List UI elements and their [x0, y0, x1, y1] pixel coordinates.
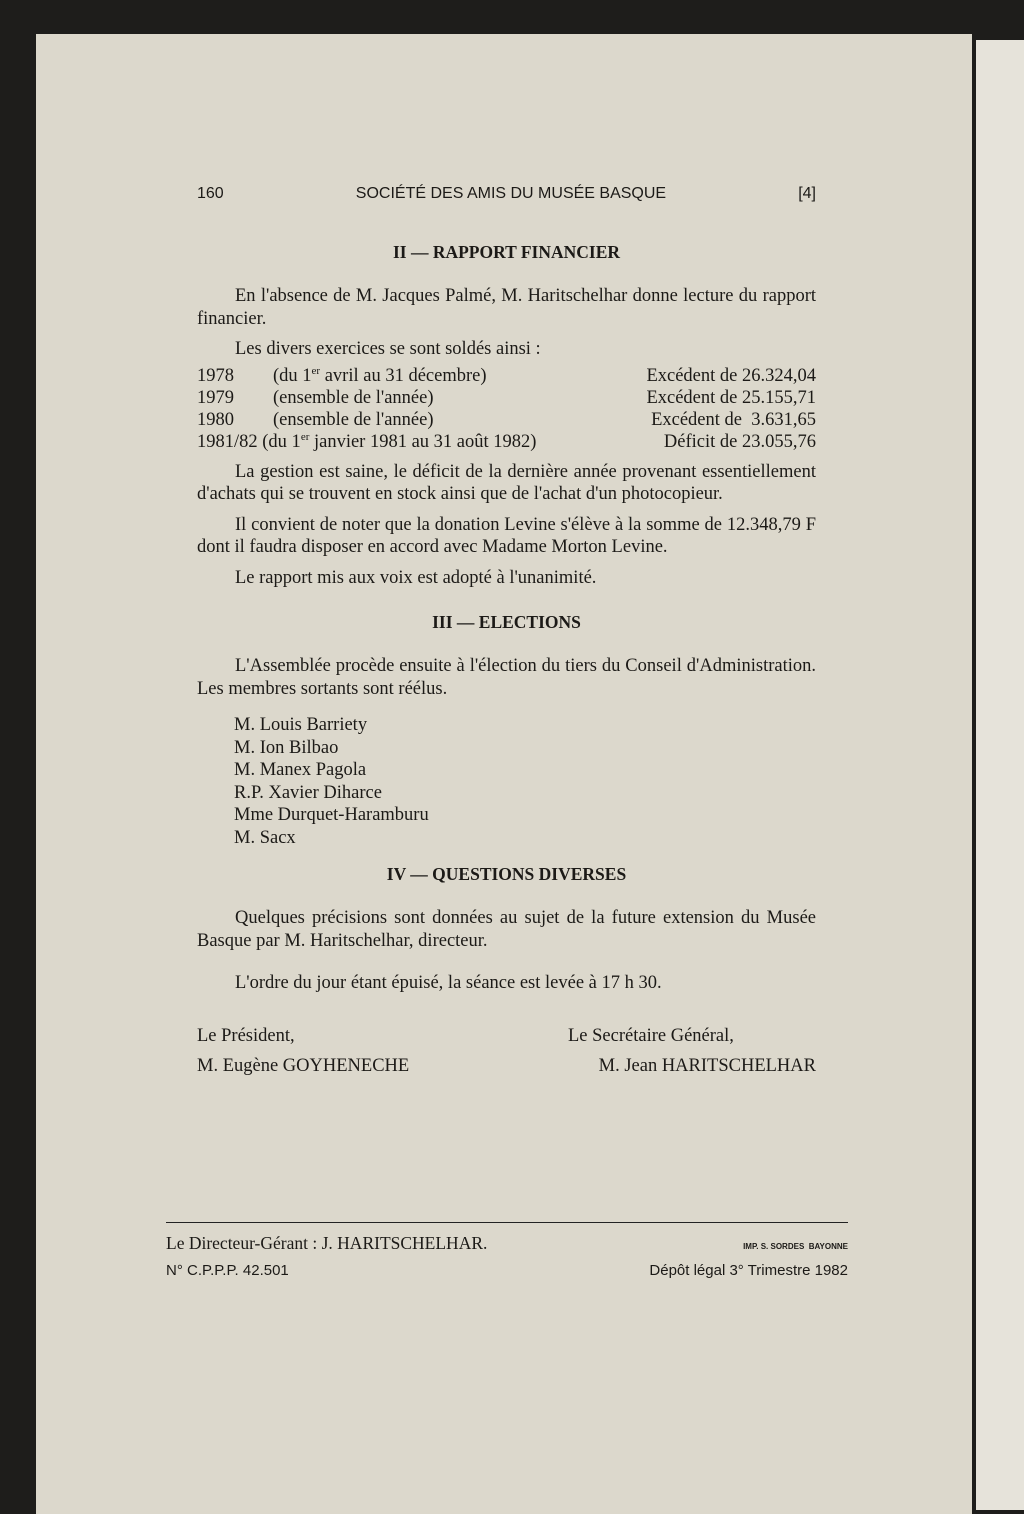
- footer: [166, 1222, 848, 1279]
- table-row: [197, 431, 816, 453]
- list-item: M. Ion Bilbao: [234, 737, 339, 758]
- period: (du 1er avril au 31 décembre): [273, 364, 487, 386]
- director-line: Le Directeur-Gérant : J. HARITSCHELHAR.: [166, 1233, 488, 1253]
- list-item: M. Manex Pagola: [234, 760, 367, 780]
- period: (ensemble de l'année): [273, 409, 434, 430]
- section-heading: II — RAPPORT FINANCIER: [392, 242, 621, 262]
- table-row: [197, 409, 816, 431]
- list-item: R.P. Xavier Diharce: [234, 782, 382, 803]
- list-item: M. Louis Barriety: [234, 715, 368, 735]
- year: 1981/82: [197, 431, 258, 452]
- member-list: [234, 714, 816, 849]
- paragraph: Le rapport mis aux voix est adopté à l'unanimité.: [235, 567, 597, 588]
- president-title: Le Président,: [197, 1025, 295, 1046]
- result: Excédent de 26.324,04: [646, 365, 816, 386]
- footer-line-1: [166, 1233, 848, 1254]
- year: 1980: [197, 409, 234, 430]
- list-item: Mme Durquet-Haramburu: [234, 805, 429, 825]
- year: 1979: [197, 387, 234, 408]
- running-header: [197, 183, 816, 205]
- result: Déficit de 23.055,76: [663, 431, 816, 452]
- legal-deposit: Dépôt légal 3° Trimestre 1982: [649, 1262, 848, 1279]
- running-title: SOCIÉTÉ DES AMIS DU MUSÉE BASQUE: [355, 185, 667, 202]
- period: (ensemble de l'année): [273, 387, 434, 408]
- cppp-number: N° C.P.P.P. 42.501: [166, 1262, 289, 1279]
- footer-line-2: [166, 1262, 848, 1279]
- period: (du 1er janvier 1981 au 31 août 1982): [262, 430, 537, 452]
- paragraph: Il convient de noter que la donation Levine s'élève à la somme de 12.348,79 F dont il faudra disposer en accord avec Madame Morton Levine.: [197, 514, 816, 557]
- next-page-edge: [976, 40, 1024, 1510]
- table-row: [197, 387, 816, 409]
- secretary-title: Le Secrétaire Général,: [568, 1025, 734, 1046]
- issue-ref: [4]: [798, 185, 816, 202]
- text-column: [197, 183, 816, 1078]
- page-number: 160: [197, 185, 224, 202]
- paragraph: L'ordre du jour étant épuisé, la séance est levée à 17 h 30.: [235, 973, 662, 993]
- table-row: [197, 365, 816, 387]
- signature-names: [197, 1055, 816, 1078]
- printer: IMP. S. SORDES BAYONNE: [743, 1242, 848, 1251]
- president-name: M. Eugène GOYHENECHE: [197, 1056, 410, 1076]
- paragraph: L'Assemblée procède ensuite à l'élection du tiers du Conseil d'Administration. Les membres sortants sont réélus.: [197, 656, 816, 699]
- finance-table: [197, 365, 816, 453]
- year: 1978: [197, 365, 234, 386]
- result: Excédent de 3.631,65: [651, 409, 816, 430]
- list-item: M. Sacx: [234, 827, 296, 848]
- paragraph: La gestion est saine, le déficit de la dernière année provenant essentiellement d'achats qui se trouvent en stock ainsi que de l'achat d'un photocopieur.: [197, 461, 816, 504]
- section-heading: III — ELECTIONS: [432, 612, 581, 632]
- paragraph: En l'absence de M. Jacques Palmé, M. Haritschelhar donne lecture du rapport financier.: [197, 286, 816, 329]
- signature-titles: [197, 1025, 816, 1048]
- paragraph: Quelques précisions sont données au sujet de la future extension du Musée Basque par M. Haritschelhar, directeur.: [197, 908, 816, 951]
- section-heading: IV — QUESTIONS DIVERSES: [386, 864, 627, 884]
- result: Excédent de 25.155,71: [646, 387, 816, 408]
- paragraph: Les divers exercices se sont soldés ainsi :: [235, 339, 541, 359]
- secretary-name: M. Jean HARITSCHELHAR: [598, 1056, 816, 1076]
